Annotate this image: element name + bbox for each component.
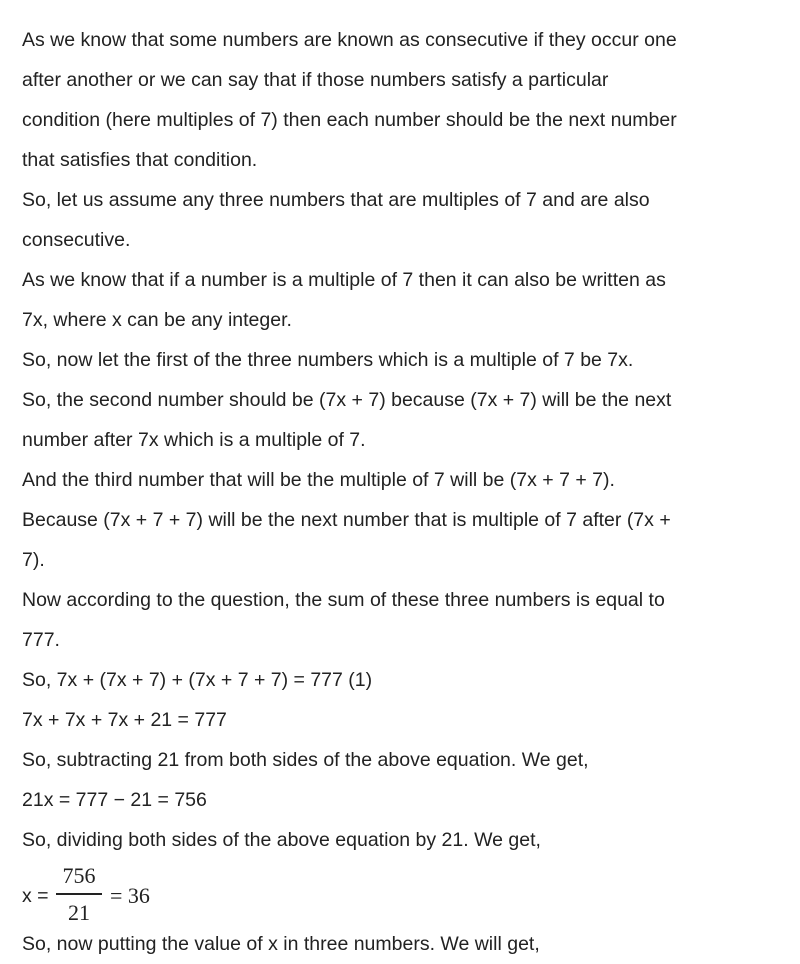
fraction-denominator: 21 bbox=[68, 899, 90, 925]
text-line: So, let us assume any three numbers that are multiples of 7 and are also bbox=[22, 189, 650, 211]
fraction-bar bbox=[56, 893, 102, 895]
text-line: As we know that some numbers are known as consecutive if they occur one bbox=[22, 29, 677, 51]
equation-lhs: x = bbox=[22, 885, 49, 907]
text-line: after another or we can say that if those numbers satisfy a particular bbox=[22, 69, 609, 91]
equation-line: 7x + 7x + 7x + 21 = 777 bbox=[22, 709, 227, 731]
text-line: consecutive. bbox=[22, 229, 131, 251]
fraction-numerator: 756 bbox=[62, 863, 96, 888]
text-line: Because (7x + 7 + 7) will be the next number that is multiple of 7 after (7x + bbox=[22, 509, 671, 531]
text-line: condition (here multiples of 7) then each number should be the next number bbox=[22, 109, 677, 131]
text-line: So, now let the first of the three numbers which is a multiple of 7 be 7x. bbox=[22, 349, 634, 371]
text-line: As we know that if a number is a multiple of 7 then it can also be written as bbox=[22, 269, 666, 291]
equation-rhs: = 36 bbox=[110, 883, 150, 908]
solution-text bbox=[22, 20, 752, 964]
text-line: 777. bbox=[22, 629, 60, 651]
equation-line: So, 7x + (7x + 7) + (7x + 7 + 7) = 777 (1) bbox=[22, 669, 373, 691]
text-line: 7x, where x can be any integer. bbox=[22, 309, 292, 331]
text-line: So, subtracting 21 from both sides of the above equation. We get, bbox=[22, 749, 589, 771]
text-line: number after 7x which is a multiple of 7. bbox=[22, 429, 366, 451]
text-line: 7). bbox=[22, 549, 45, 571]
text-line: So, now putting the value of x in three numbers. We will get, bbox=[22, 933, 540, 955]
fraction-equation bbox=[22, 860, 752, 932]
text-line: So, dividing both sides of the above equation by 21. We get, bbox=[22, 829, 541, 851]
text-line: So, the second number should be (7x + 7) because (7x + 7) will be the next bbox=[22, 389, 672, 411]
text-line: And the third number that will be the multiple of 7 will be (7x + 7 + 7). bbox=[22, 469, 615, 491]
equation-line: 21x = 777 − 21 = 756 bbox=[22, 789, 207, 811]
text-line: Now according to the question, the sum of these three numbers is equal to bbox=[22, 589, 665, 611]
fraction bbox=[56, 862, 102, 927]
text-line: that satisfies that condition. bbox=[22, 149, 258, 171]
